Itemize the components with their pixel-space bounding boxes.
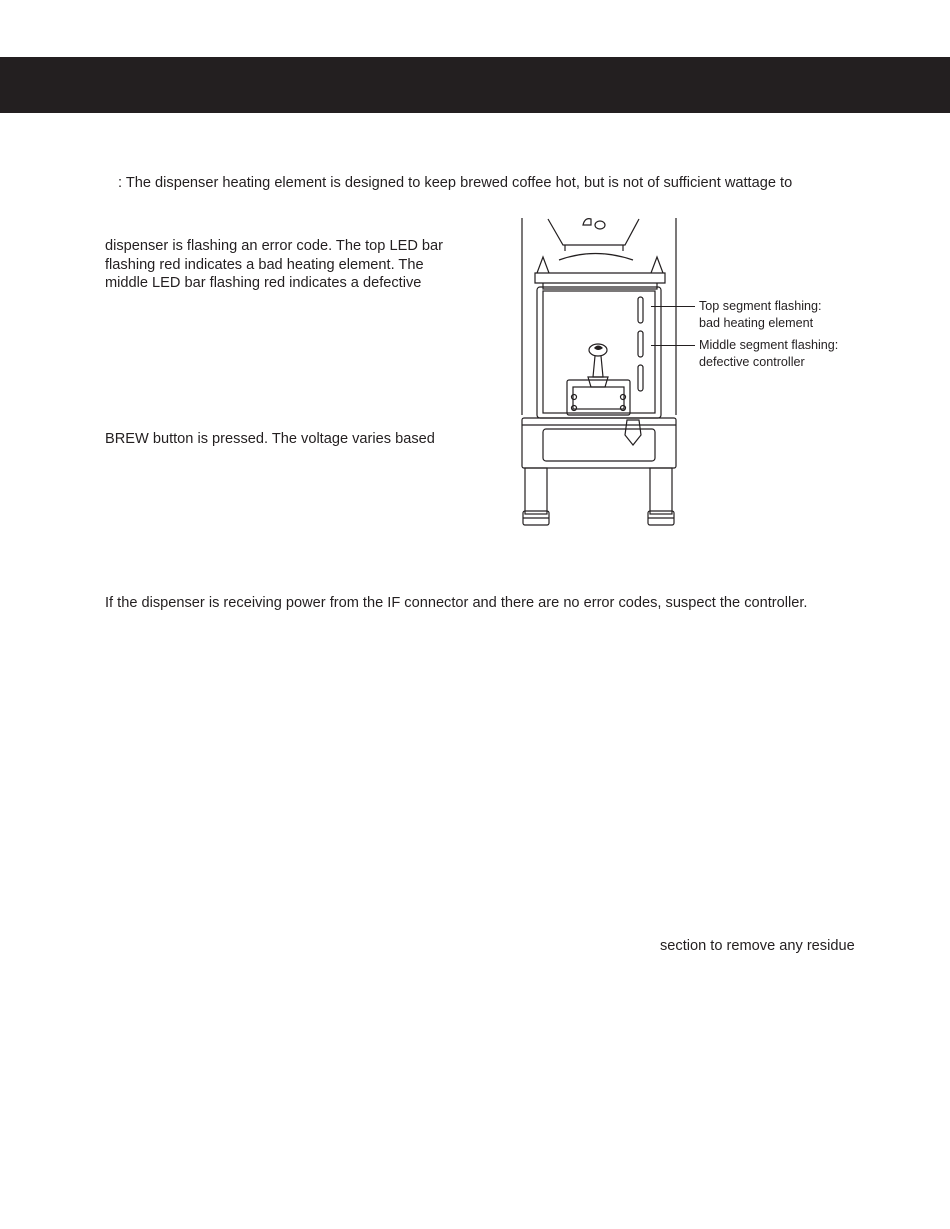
callout-leader-top xyxy=(651,306,695,307)
paragraph-line: flashing red indicates a bad heating element. The xyxy=(105,256,424,273)
callout-line: Top segment flashing: xyxy=(699,299,822,313)
error-code-paragraph xyxy=(105,237,443,293)
callout-top-segment xyxy=(699,298,822,332)
header-band xyxy=(0,57,950,113)
dispenser-illustration xyxy=(515,215,705,535)
brew-voltage-paragraph: BREW button is pressed. The voltage varies based xyxy=(105,431,435,447)
callout-line: Middle segment flashing: xyxy=(699,338,839,352)
heating-element-note: : The dispenser heating element is designed to keep brewed coffee hot, but is not of sufficient wattage to xyxy=(118,175,793,191)
callout-middle-segment xyxy=(699,337,838,371)
paragraph-line: middle LED bar flashing red indicates a defective xyxy=(105,275,422,291)
paragraph-line: dispenser is flashing an error code. The top LED bar xyxy=(105,238,444,254)
controller-paragraph: If the dispenser is receiving power from the IF connector and there are no error codes, suspect the controller. xyxy=(105,595,808,611)
callout-line: bad heating element xyxy=(699,316,814,330)
callout-leader-middle xyxy=(651,345,695,346)
residue-paragraph: section to remove any residue xyxy=(660,938,855,954)
callout-line: defective controller xyxy=(699,355,805,369)
